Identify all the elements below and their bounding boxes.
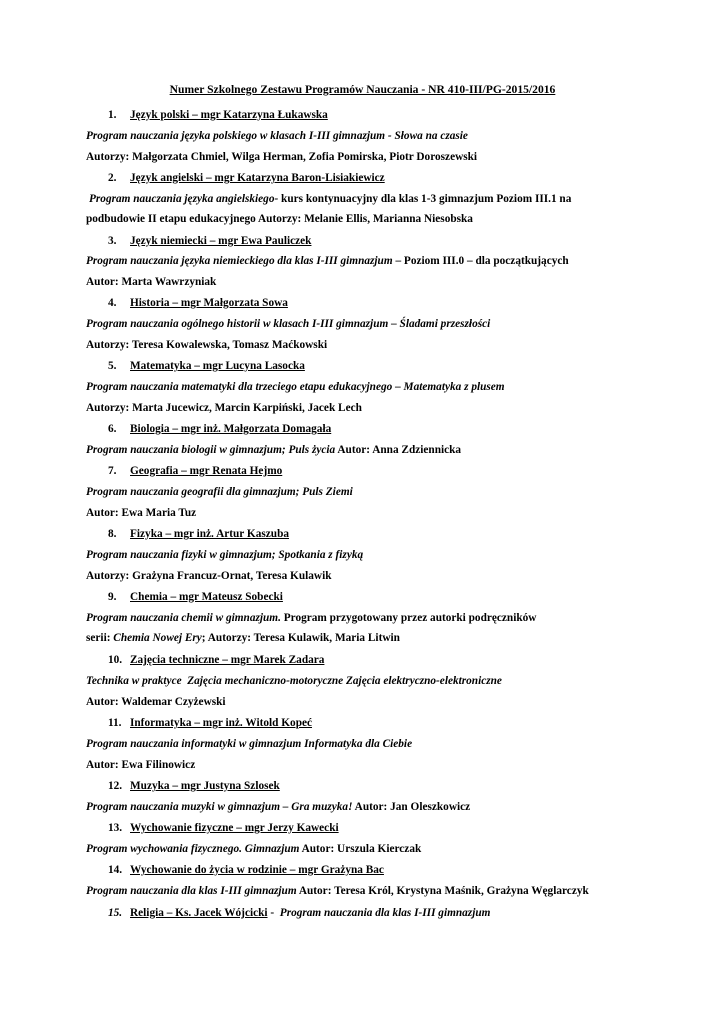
section-subject: Zajęcia techniczne – mgr Marek Zadara [130, 654, 325, 666]
program-line [86, 737, 642, 751]
section-heading [108, 653, 664, 667]
program-detail: kurs kontynuacyjny dla klas 1-3 gimnazjum Poziom III.1 na [278, 193, 572, 205]
program-line [86, 842, 642, 856]
program-title: Program nauczania matematyki dla trzeciego etapu edukacyjnego – Matematyka z plusem [86, 381, 505, 393]
section-subject: Religia – Ks. Jacek Wójcicki [130, 907, 268, 919]
section-number: 1. [108, 109, 117, 121]
section-heading [108, 527, 664, 541]
authors-line [86, 569, 642, 583]
section-number: 4. [108, 297, 117, 309]
section-heading [108, 296, 664, 310]
authors-line [86, 150, 642, 164]
section-subject: Język polski – mgr Katarzyna Łukawska [130, 109, 328, 121]
program-line-continued [86, 631, 642, 645]
program-detail: podbudowie II etapu edukacyjnego Autorzy: Melanie Ellis, Marianna Niesobska [86, 213, 473, 225]
section-subject: Wychowanie fizyczne – mgr Jerzy Kawecki [130, 822, 339, 834]
section-subject: Matematyka – mgr Lucyna Lasocka [130, 360, 305, 372]
program-title: Program nauczania ogólnego historii w klasach I-III gimnazjum – Śladami przeszłości [86, 318, 491, 330]
section-number: 2. [108, 172, 117, 184]
program-title: Program nauczania języka angielskiego- [89, 193, 279, 205]
program-line [86, 884, 642, 898]
section-number: 6. [108, 423, 117, 435]
program-title: Program nauczania fizyki w gimnazjum; Spotkania z fizyką [86, 549, 364, 561]
program-detail: Autor: Jan Oleszkowicz [352, 801, 471, 813]
authors-line [86, 758, 642, 772]
program-line [86, 317, 642, 331]
program-title: Program nauczania geografii dla gimnazjum; Puls Ziemi [86, 486, 353, 498]
authors-label: Autor: [86, 276, 119, 288]
section-number: 5. [108, 360, 117, 372]
program-detail: Autor: Urszula Kierczak [299, 843, 422, 855]
program-line [86, 254, 642, 268]
program-line [86, 674, 642, 688]
section-subject: Fizyka – mgr inż. Artur Kaszuba [130, 528, 289, 540]
authors-line [86, 401, 642, 415]
section-subject: Chemia – mgr Mateusz Sobecki [130, 591, 283, 603]
section-subject: Wychowanie do życia w rodzinie – mgr Grażyna Bac [130, 864, 384, 876]
section-heading [108, 359, 664, 373]
section-number: 9. [108, 591, 117, 603]
section-subject: Historia – mgr Małgorzata Sowa [130, 297, 288, 309]
section-subject: Język angielski – mgr Katarzyna Baron-Lisiakiewicz [130, 172, 385, 184]
authors-line [86, 695, 642, 709]
program-title: Technika w praktyce Zajęcia mechaniczno-motoryczne Zajęcia elektryczno-elektroniczne [86, 675, 502, 687]
program-line [86, 129, 642, 143]
series-label: serii: [86, 632, 114, 644]
section-heading [108, 716, 664, 730]
authors-label: Autor: [86, 696, 119, 708]
section-number: 12. [108, 780, 123, 792]
section-number: 3. [108, 235, 117, 247]
section-number: 13. [108, 822, 123, 834]
program-line [86, 548, 642, 562]
section-subject: Język niemiecki – mgr Ewa Pauliczek [130, 235, 312, 247]
program-detail: – Poziom III.0 – dla początkujących [392, 255, 569, 267]
authors-names: Ewa Maria Tuz [121, 507, 197, 519]
authors-label: Autorzy: [86, 339, 130, 351]
document-title: Numer Szkolnego Zestawu Programów Nauczania - NR 410-III/PG-2015/2016 [169, 83, 556, 96]
authors-label: Autor: [86, 759, 119, 771]
section-number: 11. [108, 717, 122, 729]
authors-label: Autorzy: [86, 151, 130, 163]
program-line-continued [86, 212, 642, 226]
authors-names: Grażyna Francuz-Ornat, Teresa Kulawik [132, 570, 332, 582]
program-title: Program wychowania fizycznego. Gimnazjum [86, 843, 300, 855]
section-heading [108, 234, 664, 248]
program-detail: Program przygotowany przez autorki podręczników [280, 612, 537, 624]
authors-names: Waldemar Czyżewski [121, 696, 226, 708]
section-heading [108, 422, 664, 436]
section-subject: Informatyka – mgr inż. Witold Kopeć [130, 717, 313, 729]
program-line [86, 443, 642, 457]
program-line [86, 800, 642, 814]
section-heading [108, 590, 664, 604]
program-line [86, 611, 642, 625]
program-detail: Autor: Anna Zdziennicka [335, 444, 462, 456]
section-subject: Geografia – mgr Renata Hejmo [130, 465, 283, 477]
section-heading [108, 171, 664, 185]
authors-label: Autor: [86, 507, 119, 519]
authors-label: Autorzy: [86, 570, 130, 582]
authors-names: ; Autorzy: Teresa Kulawik, Maria Litwin [201, 632, 400, 644]
program-line [89, 192, 642, 206]
section-heading [108, 906, 664, 920]
section-number: 10. [108, 654, 123, 666]
program-title: Program nauczania muzyki w gimnazjum – Gra muzyka! [86, 801, 353, 813]
section-separator: - [267, 907, 277, 919]
program-detail: Autor: Teresa Król, Krystyna Maśnik, Grażyna Węglarczyk [296, 885, 589, 897]
authors-names: Ewa Filinowicz [121, 759, 196, 771]
authors-names: Małgorzata Chmiel, Wilga Herman, Zofia Pomirska, Piotr Doroszewski [132, 151, 478, 163]
program-title: Program nauczania biologii w gimnazjum; Puls życia [86, 444, 336, 456]
authors-line [86, 338, 642, 352]
authors-line [86, 506, 642, 520]
authors-names: Marta Wawrzyniak [121, 276, 217, 288]
section-number: 8. [108, 528, 117, 540]
program-line [86, 485, 642, 499]
section-heading [108, 779, 664, 793]
program-title: Program nauczania języka polskiego w klasach I-III gimnazjum - Słowa na czasie [86, 130, 468, 142]
authors-line [86, 275, 642, 289]
section-heading [108, 464, 664, 478]
section-subject: Biologia – mgr inż. Małgorzata Domagała [130, 423, 332, 435]
series-title: Chemia Nowej Ery [113, 632, 202, 644]
section-subject: Muzyka – mgr Justyna Szlosek [130, 780, 280, 792]
program-line [86, 380, 642, 394]
program-title: Program nauczania dla klas I-III gimnazjum [86, 885, 297, 897]
section-number: 14. [108, 864, 123, 876]
section-number: 15. [108, 907, 123, 919]
program-title: Program nauczania dla klas I-III gimnazjum [276, 907, 491, 919]
authors-names: Teresa Kowalewska, Tomasz Maćkowski [131, 339, 328, 351]
program-title: Program nauczania języka niemieckiego dla klas I-III gimnazjum [86, 255, 393, 267]
section-heading [108, 108, 664, 122]
section-heading [108, 821, 664, 835]
section-heading [108, 863, 664, 877]
section-number: 7. [108, 465, 117, 477]
program-title: Program nauczania informatyki w gimnazjum Informatyka dla Ciebie [86, 738, 413, 750]
program-title: Program nauczania chemii w gimnazjum. [86, 612, 281, 624]
authors-names: Marta Jucewicz, Marcin Karpiński, Jacek Lech [132, 402, 362, 414]
authors-label: Autorzy: [86, 402, 130, 414]
